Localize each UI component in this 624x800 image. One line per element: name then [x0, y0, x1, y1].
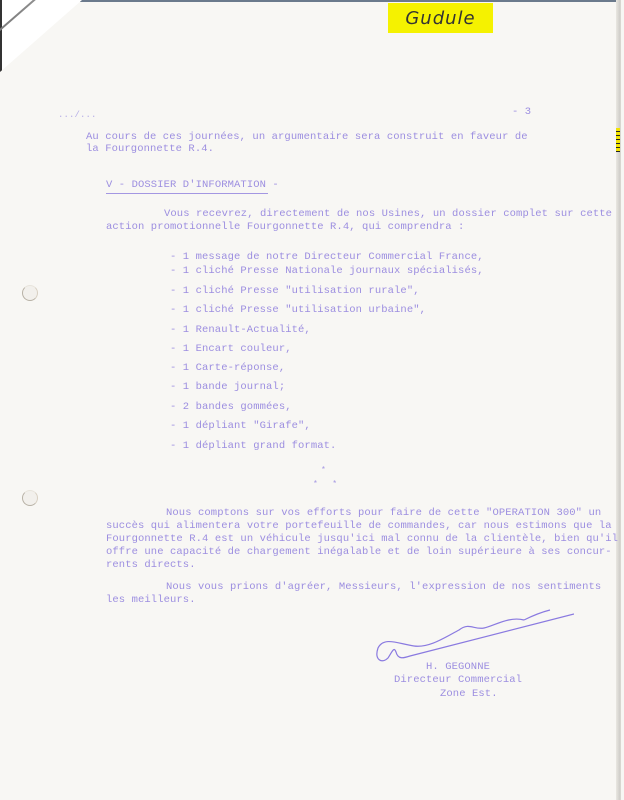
closing-line: offre une capacité de chargement inégalable et de loin supérieure à ses concur-	[106, 546, 612, 558]
section-heading: V - DOSSIER D'INFORMATION -	[106, 179, 279, 191]
list-item: - 1 Carte-réponse,	[170, 362, 286, 374]
list-item: - 1 Encart couleur,	[170, 343, 292, 355]
edge-tape	[616, 128, 620, 152]
separator-asterisks: * *	[313, 480, 338, 489]
continuation-mark: .../...	[58, 110, 97, 120]
separator-asterisk: *	[321, 466, 326, 475]
handwritten-signature	[374, 608, 574, 668]
heading-underline	[106, 193, 268, 194]
closing-line: Fourgonnette R.4 est un véhicule jusqu'ici mal connu de la clientèle, bien qu'il	[106, 533, 619, 545]
salutation-line: Nous vous prions d'agréer, Messieurs, l'expression de nos sentiments	[166, 581, 602, 593]
intro-line: Au cours de ces journées, un argumentaire sera construit en faveur de	[86, 131, 528, 143]
salutation-line: les meilleurs.	[106, 594, 196, 606]
page-number: - 3	[512, 106, 532, 118]
list-item: - 1 Renault-Actualité,	[170, 324, 311, 336]
list-item: - 1 bande journal;	[170, 381, 286, 393]
list-item: - 1 dépliant grand format.	[170, 440, 337, 452]
list-item: - 2 bandes gommées,	[170, 401, 292, 413]
closing-line: rents directs.	[106, 559, 196, 571]
closing-line: succès qui alimentera votre portefeuille de commandes, car nous estimons que la	[106, 520, 612, 532]
signatory-title: Directeur Commercial	[394, 674, 523, 686]
scan-top-edge	[80, 0, 620, 2]
folded-corner	[0, 0, 82, 72]
list-item: - 1 cliché Presse "utilisation rurale",	[170, 285, 420, 297]
list-item: - 1 cliché Presse "utilisation urbaine",	[170, 304, 427, 316]
section-intro-line: Vous recevrez, directement de nos Usines, un dossier complet sur cette	[164, 208, 613, 220]
signatory-name: H. GEGONNE	[426, 661, 491, 673]
list-item: - 1 dépliant "Girafe",	[170, 420, 311, 432]
list-item: - 1 message de notre Directeur Commercial France,	[170, 251, 484, 263]
sticky-note-text: Gudule	[405, 7, 476, 29]
hole-punch-icon	[22, 490, 38, 506]
signatory-zone: Zone Est.	[440, 688, 498, 700]
intro-line: la Fourgonnette R.4.	[86, 143, 215, 155]
list-item: - 1 cliché Presse Nationale journaux spécialisés,	[170, 265, 484, 277]
sticky-note	[388, 3, 493, 33]
closing-line: Nous comptons sur vos efforts pour faire de cette "OPERATION 300" un	[166, 507, 602, 519]
page-edge-shadow	[616, 0, 620, 800]
hole-punch-icon	[22, 285, 38, 301]
section-intro-line: action promotionnelle Fourgonnette R.4, qui comprendra :	[106, 221, 465, 233]
